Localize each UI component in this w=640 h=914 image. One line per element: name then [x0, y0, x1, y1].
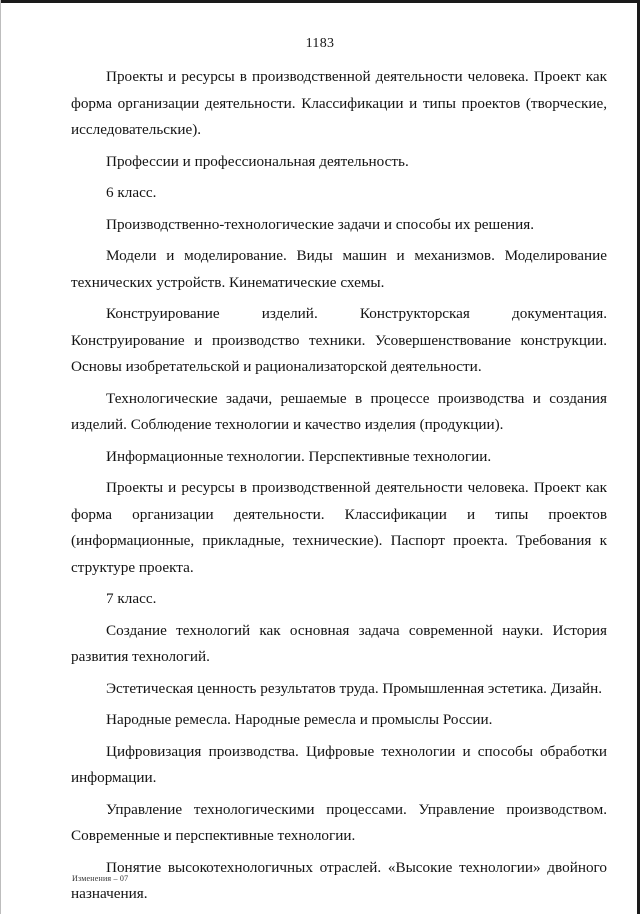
paragraph-process-control: Управление технологическими процессами. Управление производством. Современные и перспективные технологии. — [71, 800, 607, 844]
paragraph-technological-tasks: Технологические задачи, решаемые в процессе производства и создания изделий. Соблюдение технологии и качество изделия (продукции). — [71, 389, 607, 433]
scan-border-left — [0, 0, 1, 914]
paragraph-creating-technologies: Создание технологий как основная задача современной науки. История развития технологий. — [71, 621, 607, 665]
paragraph-folk-crafts: Народные ремесла. Народные ремесла и промыслы России. — [106, 711, 493, 728]
grade-heading-6: 6 класс. — [106, 184, 157, 201]
document-body — [71, 64, 607, 913]
paragraph-models: Модели и моделирование. Виды машин и механизмов. Моделирование технических устройств. Кинематические схемы. — [71, 247, 607, 291]
grade-heading-7: 7 класс. — [106, 590, 157, 607]
paragraph-high-tech: Понятие высокотехнологичных отраслей. «Высокие технологии» двойного назначения. — [71, 858, 607, 902]
paragraph-construction: Конструирование изделий. Конструкторская документация. Конструирование и производство техники. Усовершенствование конструкции. Основы изобретательской и рационализаторской деятельности. — [71, 305, 607, 375]
paragraph-professions: Профессии и профессиональная деятельность. — [106, 152, 409, 170]
footer-revision-note: Изменения – 07 — [72, 874, 129, 883]
paragraph-digitalization: Цифровизация производства. Цифровые технологии и способы обработки информации. — [71, 742, 607, 786]
scan-border-top — [0, 0, 640, 3]
paragraph-information-technologies: Информационные технологии. Перспективные технологии. — [106, 447, 492, 465]
paragraph-aesthetic-value: Эстетическая ценность результатов труда. Промышленная эстетика. Дизайн. — [106, 679, 603, 697]
page-number: 1183 — [305, 36, 335, 51]
paragraph-production-tasks: Производственно-технологические задачи и способы их решения. — [106, 215, 535, 233]
paragraph-projects-resources-2: Проекты и ресурсы в производственной деятельности человека. Проект как форма организации деятельности. Классификации и типы проектов (информационные, прикладные, технические). Паспорт проекта. Требования к структуре проекта. — [71, 479, 607, 576]
paragraph-projects-resources-1: Проекты и ресурсы в производственной деятельности человека. Проект как форма организации деятельности. Классификации и типы проектов (творческие, исследовательские). — [71, 68, 607, 138]
